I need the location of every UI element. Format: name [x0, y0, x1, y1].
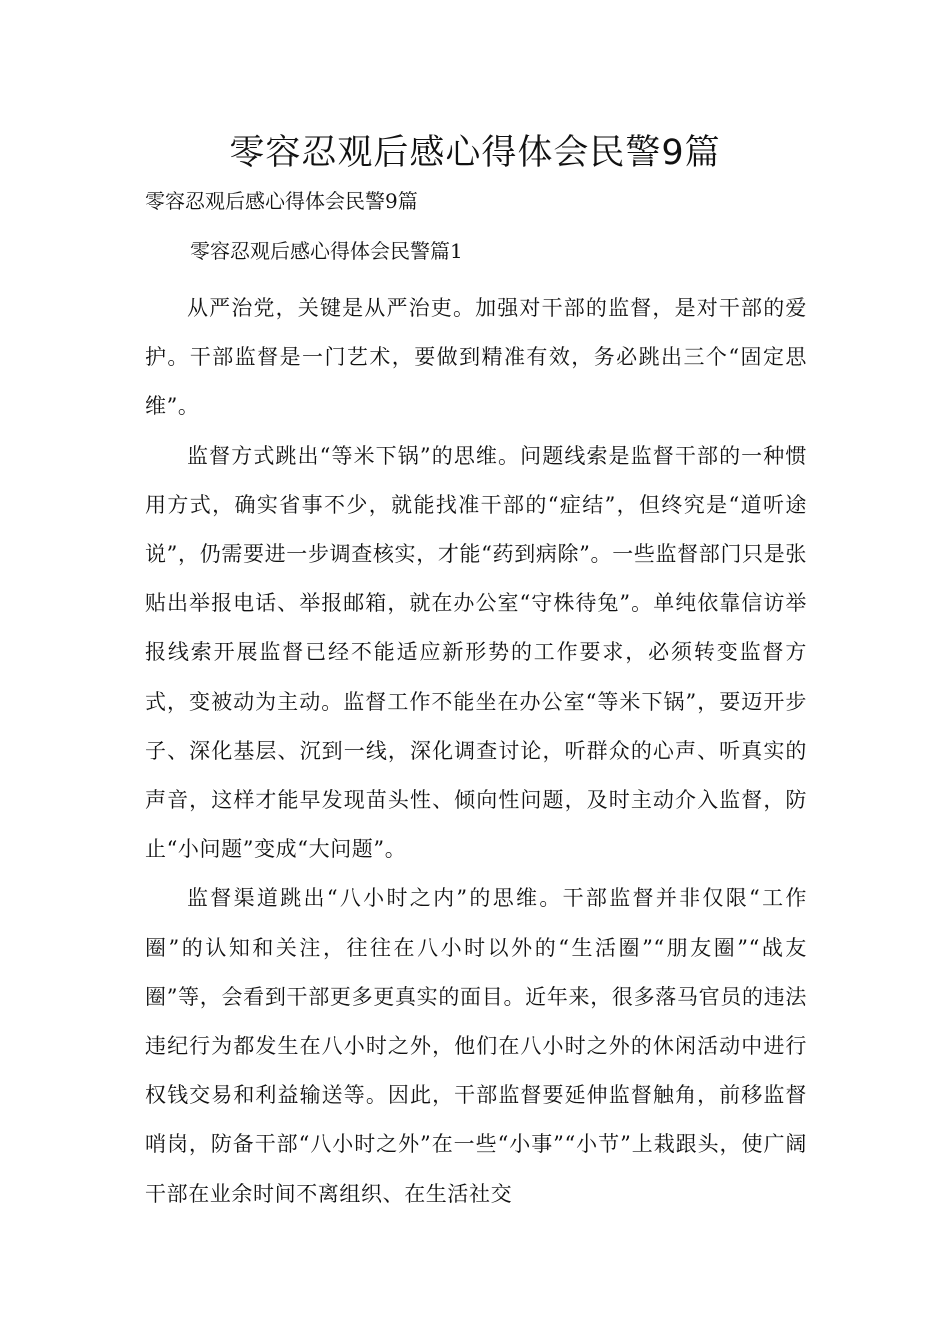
- paragraph: 从严治党，关键是从严治吏。加强对干部的监督，是对干部的爱护。干部监督是一门艺术，要做到精准有效，务必跳出三个“固定思维”。: [145, 296, 807, 419]
- document-title: 零容忍观后感心得体会民警9篇: [229, 133, 721, 173]
- paragraph: 监督方式跳出“等米下锅”的思维。问题线索是监督干部的一种惯用方式，确实省事不少，就能找准干部的“症结”，但终究是“道听途说”，仍需要进一步调查核实，才能“药到病除”。一些监督部门只是张贴出举报电话、举报邮箱，就在办公室“守株待兔”。单纯依靠信访举报线索开展监督已经不能适应新形势的工作要求，必须转变监督方式，变被动为主动。监督工作不能坐在办公室“等米下锅”，要迈开步子、深化基层、沉到一线，深化调查讨论，听群众的心声、听真实的声音，这样才能早发现苗头性、倾向性问题，及时主动介入监督，防止“小问题”变成“大问题”。: [145, 443, 807, 862]
- section-heading: 零容忍观后感心得体会民警篇1: [190, 239, 463, 263]
- body-text: [145, 284, 807, 1219]
- paragraph: 监督渠道跳出“八小时之内”的思维。干部监督并非仅限“工作圈”的认知和关注，往往在八小时以外的“生活圈”“朋友圈”“战友圈”等，会看到干部更多更真实的面目。近年来，很多落马官员的违法违纪行为都发生在八小时之外，他们在八小时之外的休闲活动中进行权钱交易和利益输送等。因此，干部监督要延伸监督触角，前移监督哨岗，防备干部“八小时之外”在一些“小事”“小节”上栽跟头，使广阔干部在业余时间不离组织、在生活社交: [145, 886, 807, 1206]
- document-subtitle: 零容忍观后感心得体会民警9篇: [145, 189, 418, 213]
